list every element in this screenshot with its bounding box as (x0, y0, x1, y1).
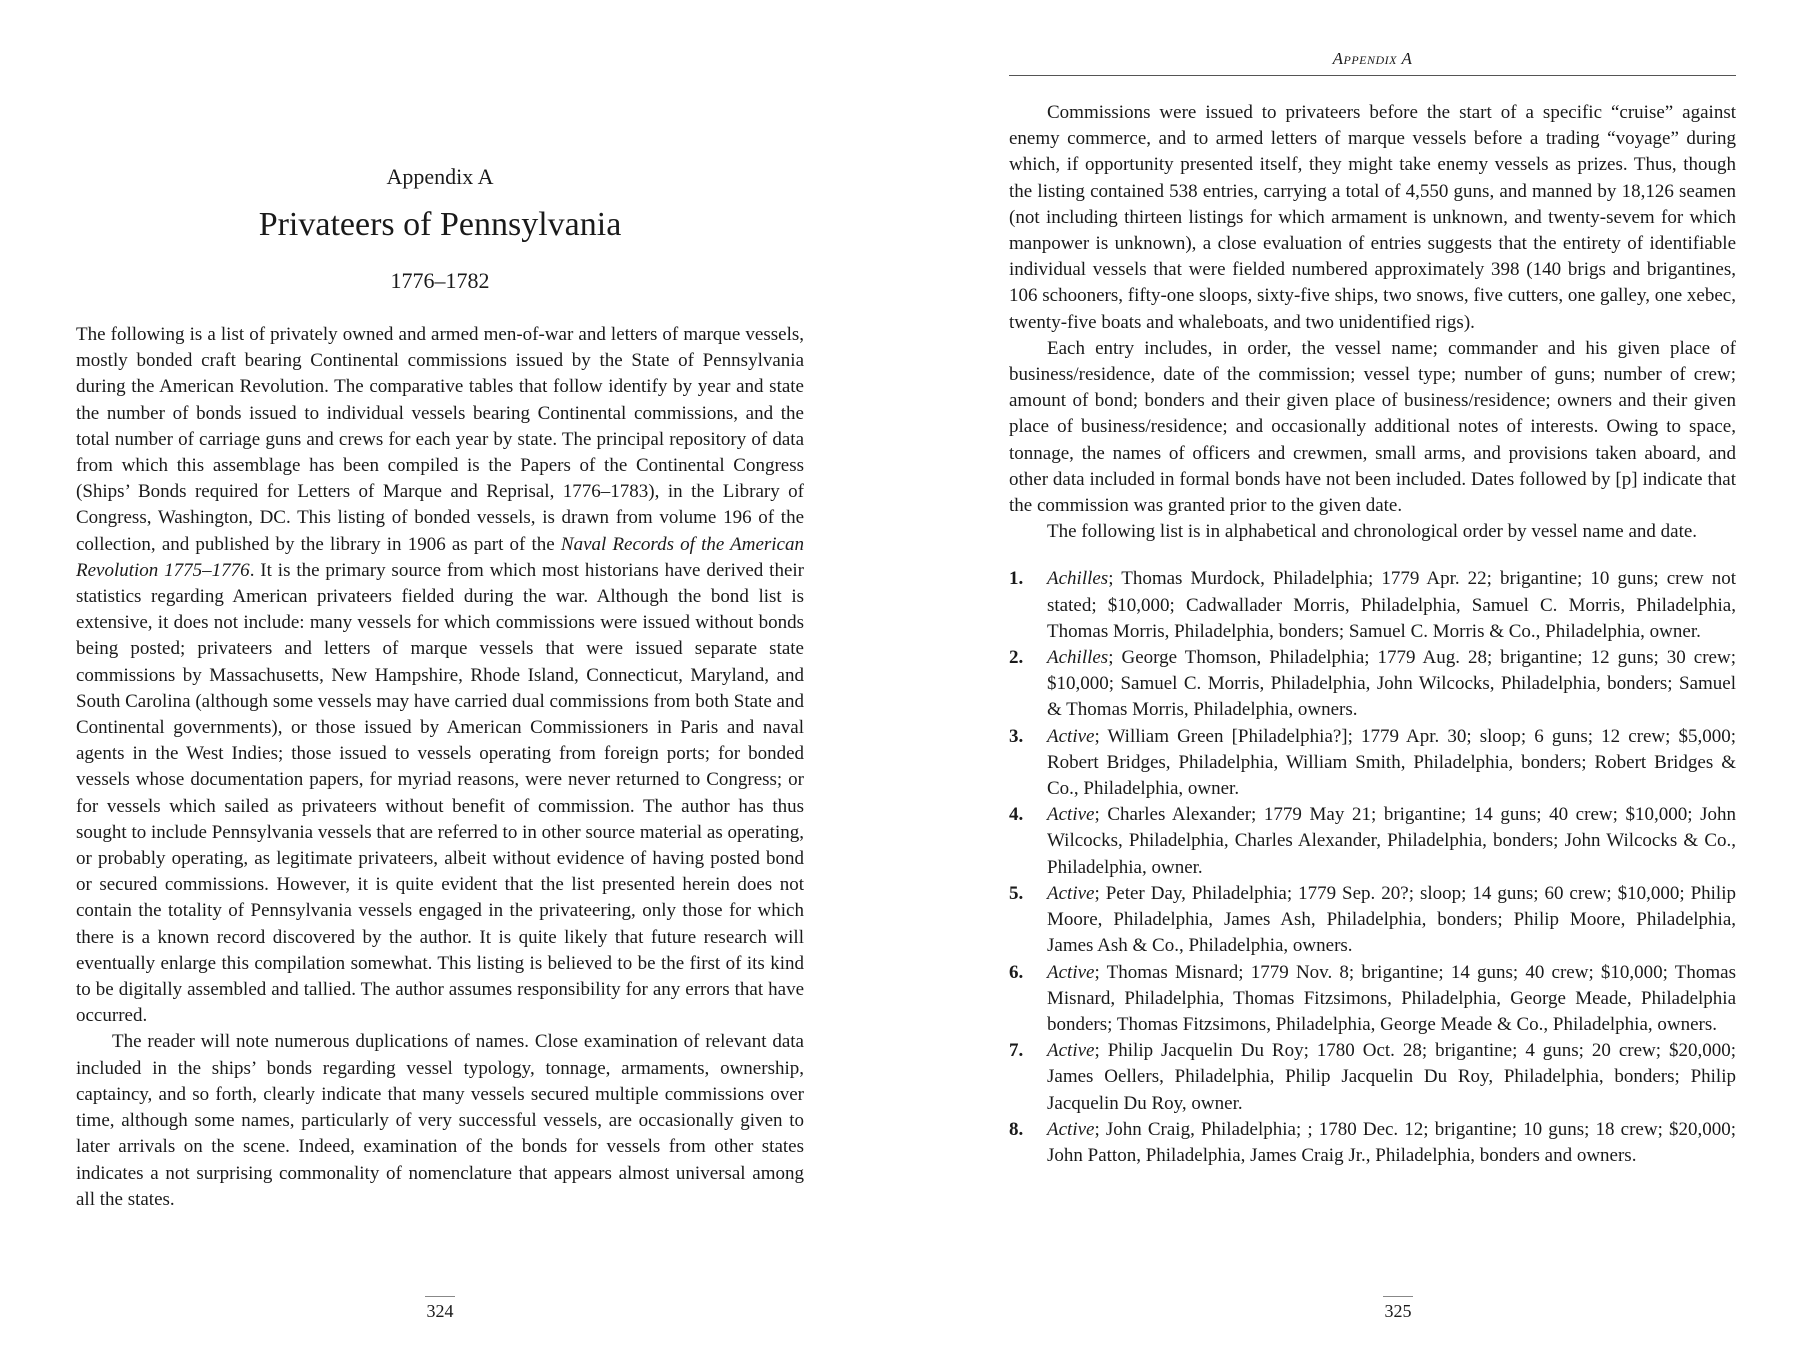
commissions-paragraph: Commissions were issued to privateers before the start of a specific “cruise” against enemy commerce, and to armed letters of marque vessels before a trading “voyage” during which, if opportunity presented itself, they might take enemy vessels as prizes. Thus, though the listing contained 538 entries, carrying a total of 4,550 guns, and manned by 18,126 seamen (not including thirteen listings for which armament is unknown, and twenty-sevem for which manpower is unknown), a close evaluation of entries suggests that the entirety of identifiable individual vessels that were fielded numbered approximately 398 (140 brigs and brigantines, 106 schooners, fifty-one sloops, sixty-five ships, two snows, five cutters, one galley, one xebec, twenty-five boats and whaleboats, and two unidentified rigs). (1009, 102, 1736, 333)
intro-book-title: Naval Records of the American Revolution 1775–1776 (76, 533, 804, 581)
chapter-title: Privateers of Pennsylvania (258, 206, 622, 243)
vessel-name: Active (1047, 961, 1095, 983)
running-head: Appendix A (1332, 49, 1413, 68)
entry-number: 1. (1009, 568, 1024, 590)
list-item (1009, 566, 1736, 645)
page-number-rule (1383, 1296, 1413, 1297)
list-item (1009, 881, 1736, 960)
entry-details: ; George Thomson, Philadelphia; 1779 Aug. 28; brigantine; 12 guns; 30 crew; $10,000; Samuel C. Morris, Philadelphia, John Wilcocks, Philadelphia, bonders; Samuel & Thomas Morris, Philadelphia, owners. (1047, 647, 1736, 721)
left-body-text (76, 322, 804, 1213)
list-item (1009, 645, 1736, 724)
right-page-footer (1368, 1296, 1428, 1323)
entry-format-paragraph: Each entry includes, in order, the vessel name; commander and his given place of business/residence, date of the commission; vessel type; number of guns; number of crew; amount of bond; bonders and their given place of business/residence; owners and their given place of business/residence; and occasionally additional notes of interests. Owing to space, tonnage, the names of officers and crewmen, small arms, and provisions taken aboard, and other data included in formal bonds have not been included. Dates followed by [p] indicate that the commission was granted prior to the given date. (1009, 337, 1736, 517)
vessel-entry-list (1009, 566, 1736, 1169)
list-item (1009, 1117, 1736, 1169)
intro-text-end: . It is the primary source from which most historians have derived their statistics regarding American privateers fielded during the war. Although the bond list is extensive, it does not include: many vessels for which commissions were issued without bonds being posted; privateers and letters of marque vessels that were issued separate state commissions by Massachusetts, New Hampshire, Rhode Island, Connecticut, Maryland, and South Carolina (although some vessels may have carried dual commissions from both State and Continental governments), or those issued by American Commissioners in Paris and naval agents in the West Indies; those issued to vessels operating from foreign ports; for bonded vessels whose documentation papers, for myriad reasons, were never returned to Congress; or for vessels which sailed as privateers without benefit of commission. The author has thus sought to include Pennsylvania vessels that are referred to in other source material as operating, or probably operating, as legitimate privateers, albeit without evidence of having posted bond or secured commissions. However, it is quite evident that the list presented herein does not contain the totality of Pennsylvania vessels engaged in the privateering, only those for which there is a known record discovered by the author. It is quite likely that future research will eventually enlarge this compilation somewhat. This listing is believed to be the first of its kind to be digitally assembled and tallied. The author assumes responsibility for any errors that have occurred. (76, 559, 804, 1027)
entry-number: 5. (1009, 882, 1024, 904)
left-page-footer (410, 1296, 470, 1323)
vessel-name: Achilles (1047, 647, 1109, 669)
list-item (1009, 960, 1736, 1039)
vessel-name: Active (1047, 804, 1095, 826)
intro-paragraph (76, 322, 804, 1029)
left-page (0, 0, 900, 1350)
entry-number: 8. (1009, 1118, 1024, 1140)
entry-details: ; Charles Alexander; 1779 May 21; brigantine; 14 guns; 40 crew; $10,000; John Wilcocks, Philadelphia, Charles Alexander, Philadelphia, bonders; John Wilcocks & Co., Philadelphia, owner. (1047, 804, 1736, 878)
vessel-name: Active (1047, 1118, 1095, 1140)
entry-number: 2. (1009, 647, 1024, 669)
entry-details: ; Thomas Misnard; 1779 Nov. 8; brigantine; 14 guns; 40 crew; $10,000; Thomas Misnard, Philadelphia, Thomas Fitzsimons, Philadelphia, George Meade, Philadelphia bonders; Thomas Fitzsimons, Philadelphia, George Meade & Co., Philadelphia, owners. (1047, 961, 1736, 1035)
entry-details: ; Philip Jacquelin Du Roy; 1780 Oct. 28; brigantine; 4 guns; 20 crew; $20,000; James Oellers, Philadelphia, Philip Jacquelin Du Roy, Philadelphia, bonders; Philip Jacquelin Du Roy, owner. (1047, 1040, 1736, 1114)
chapter-label: Appendix A (386, 164, 494, 189)
right-body-text (1009, 100, 1736, 1169)
right-page (900, 0, 1801, 1350)
entry-details: ; Peter Day, Philadelphia; 1779 Sep. 20?; sloop; 14 guns; 60 crew; $10,000; Philip Moore, Philadelphia, James Ash, Philadelphia, bonders; Philip Moore, Philadelphia, James Ash & Co., Philadelphia, owners. (1047, 882, 1736, 957)
list-item (1009, 724, 1736, 803)
entry-number: 6. (1009, 961, 1024, 983)
vessel-name: Active (1047, 725, 1095, 747)
right-page-number: 325 (1384, 1301, 1412, 1321)
vessel-name: Achilles (1047, 568, 1109, 590)
list-order-paragraph: The following list is in alphabetical and chronological order by vessel name and date. (1047, 521, 1698, 543)
entry-number: 4. (1009, 804, 1024, 826)
list-item (1009, 802, 1736, 881)
entry-number: 7. (1009, 1040, 1024, 1062)
vessel-name: Active (1047, 882, 1095, 904)
entry-details: ; William Green [Philadelphia?]; 1779 Apr. 30; sloop; 6 guns; 12 crew; $5,000; Robert Bridges, Philadelphia, William Smith, Philadelphia, bonders; Robert Bridges & Co., Philadelphia, owner. (1047, 725, 1736, 800)
left-page-number: 324 (426, 1301, 454, 1321)
list-item (1009, 1038, 1736, 1117)
page-number-rule (425, 1296, 455, 1297)
duplications-paragraph: The reader will note numerous duplications of names. Close examination of relevant data included in the ships’ bonds regarding vessel typology, tonnage, armaments, ownership, captaincy, and so forth, clearly indicate that many vessels secured multiple commissions over time, although some names, particularly of very successful vessels, are occasionally given to later arrivals on the scene. Indeed, examination of the bonds for vessels from other states indicates a not surprising commonality of nomenclature that appears almost universal among all the states. (76, 1031, 804, 1210)
vessel-name: Active (1047, 1040, 1095, 1062)
running-head-rule (1009, 75, 1736, 76)
chapter-dates: 1776–1782 (390, 268, 490, 293)
entry-details: ; Thomas Murdock, Philadelphia; 1779 Apr. 22; brigantine; 10 guns; crew not stated; $10,000; Cadwallader Morris, Philadelphia, Samuel C. Morris, Philadelphia, Thomas Morris, Philadelphia, bonders; Samuel C. Morris & Co., Philadelphia, owner. (1047, 568, 1736, 642)
entry-number: 3. (1009, 725, 1024, 747)
entry-details: ; John Craig, Philadelphia; ; 1780 Dec. 12; brigantine; 10 guns; 18 crew; $20,000; John Patton, Philadelphia, James Craig Jr., Philadelphia, bonders and owners. (1047, 1118, 1736, 1166)
intro-text-start: The following is a list of privately owned and armed men-of-war and letters of marque vessels, mostly bonded craft bearing Continental commissions issued by the State of Pennsylvania during the American Revolution. The comparative tables that follow identify by year and state the number of bonds issued to individual vessels bearing Continental commissions, and the total number of carriage guns and crews for each year by state. The principal repository of data from which this assemblage has been compiled is the Papers of the Continental Congress (Ships’ Bonds required for Letters of Marque and Reprisal, 1776–1783), in the Library of Congress, Washington, DC. This listing of bonded vessels, is drawn from volume 196 of the collection, and published by the library in 1906 as part of the (76, 324, 804, 555)
